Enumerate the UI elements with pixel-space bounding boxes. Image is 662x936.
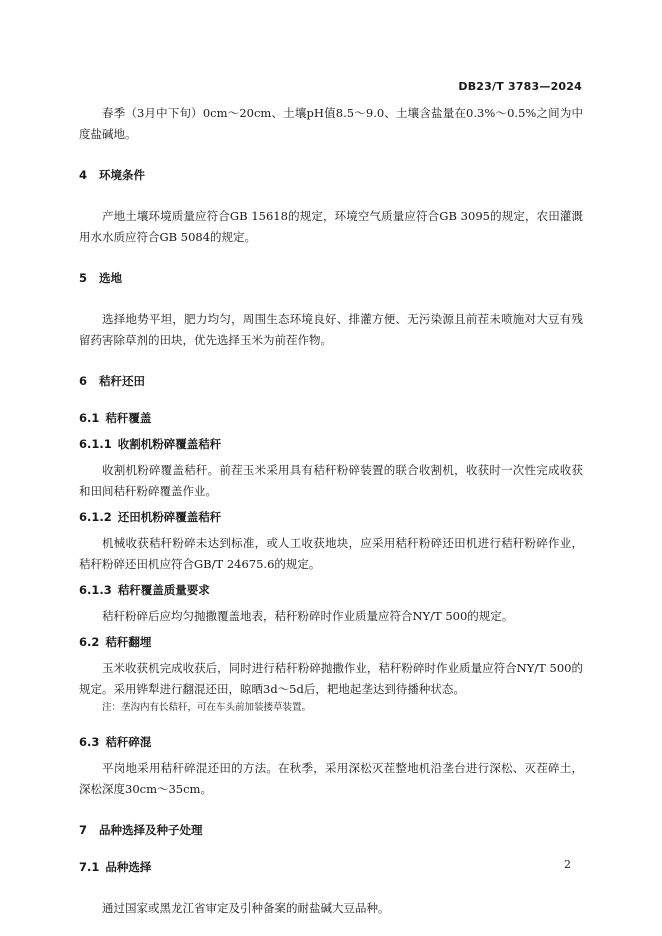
section-6-2-paragraph: 玉米收获机完成收获后，同时进行秸秆粉碎抛撒作业，秸秆粉碎时作业质量应符合NY/T 500的规定。采用铧犁进行翻混还田，晾晒3d～5d后，耙地起垄达到待播种状态。 xyxy=(79,661,583,696)
section-6-2-heading xyxy=(79,632,583,653)
section-6-3-heading xyxy=(79,732,583,753)
section-6-2-note: 注：垄沟内有长秸秆，可在车头前加装搂草装置。 xyxy=(102,702,312,713)
section-4-paragraph: 产地土壤环境质量应符合GB 15618的规定，环境空气质量应符合GB 3095的规定，农田灌溉用水水质应符合GB 5084的规定。 xyxy=(79,209,583,244)
section-4-heading xyxy=(79,165,583,186)
section-title: 品种选择及种子处理 xyxy=(99,823,203,837)
section-number: 6.1.2 xyxy=(79,510,112,524)
section-6-1-3-paragraph: 秸秆粉碎后应均匀抛撒覆盖地表，秸秆粉碎时作业质量应符合NY/T 500的规定。 xyxy=(102,609,514,623)
section-title: 品种选择 xyxy=(105,860,152,874)
section-title: 选地 xyxy=(99,271,122,285)
section-7-1-paragraph: 通过国家或黑龙江省审定及引种备案的耐盐碱大豆品种。 xyxy=(102,901,390,915)
section-title: 环境条件 xyxy=(99,168,145,182)
section-6-1-heading xyxy=(79,408,583,429)
standard-code-header: DB23/T 3783—2024 xyxy=(458,80,582,93)
section-5-paragraph: 选择地势平坦，肥力均匀，周围生态环境良好、排灌方便、无污染源且前茬未喷施对大豆有残留药害除草剂的田块，优先选择玉米为前茬作物。 xyxy=(79,312,583,347)
section-title: 还田机粉碎覆盖秸秆 xyxy=(117,510,222,524)
intro-paragraph: 春季（3月中下旬）0cm～20cm、土壤pH值8.5～9.0、土壤含盐量在0.3%～0.5%之间为中度盐碱地。 xyxy=(79,106,583,141)
section-7-1-heading xyxy=(79,857,583,878)
section-title: 秸秆覆盖质量要求 xyxy=(117,583,210,597)
section-number: 5 xyxy=(79,271,88,285)
section-number: 6.3 xyxy=(79,735,100,749)
section-7-heading xyxy=(79,820,583,841)
section-6-1-1-paragraph: 收割机粉碎覆盖秸秆。前茬玉米采用具有秸秆粉碎装置的联合收割机，收获时一次性完成收获和田间秸秆粉碎覆盖作业。 xyxy=(79,463,583,498)
section-number: 6.2 xyxy=(79,635,100,649)
section-title: 秸秆翻埋 xyxy=(105,635,152,649)
section-6-1-2-paragraph: 机械收获秸秆粉碎未达到标准，或人工收获地块，应采用秸秆粉碎还田机进行秸秆粉碎作业，秸秆粉碎还田机应符合GB/T 24675.6的规定。 xyxy=(79,536,583,571)
document-body xyxy=(79,103,583,919)
section-number: 4 xyxy=(79,168,88,182)
section-title: 收割机粉碎覆盖秸秆 xyxy=(117,437,222,451)
section-number: 6 xyxy=(79,374,88,388)
section-title: 秸秆还田 xyxy=(99,374,145,388)
section-number: 6.1 xyxy=(79,411,100,425)
section-title: 秸秆覆盖 xyxy=(105,411,152,425)
section-number: 7.1 xyxy=(79,860,100,874)
section-6-1-2-heading xyxy=(79,507,583,528)
section-title: 秸秆碎混 xyxy=(105,735,152,749)
section-number: 6.1.1 xyxy=(79,437,112,451)
section-6-1-1-heading xyxy=(79,434,583,455)
section-6-1-3-heading xyxy=(79,580,583,601)
section-number: 7 xyxy=(79,823,88,837)
page-number: 2 xyxy=(564,858,571,871)
section-number: 6.1.3 xyxy=(79,583,112,597)
section-5-heading xyxy=(79,268,583,289)
section-6-heading xyxy=(79,371,583,392)
section-6-3-paragraph: 平岗地采用秸秆碎混还田的方法。在秋季，采用深松灭茬整地机沿垄台进行深松、灭茬碎土，深松深度30cm～35cm。 xyxy=(79,761,583,796)
